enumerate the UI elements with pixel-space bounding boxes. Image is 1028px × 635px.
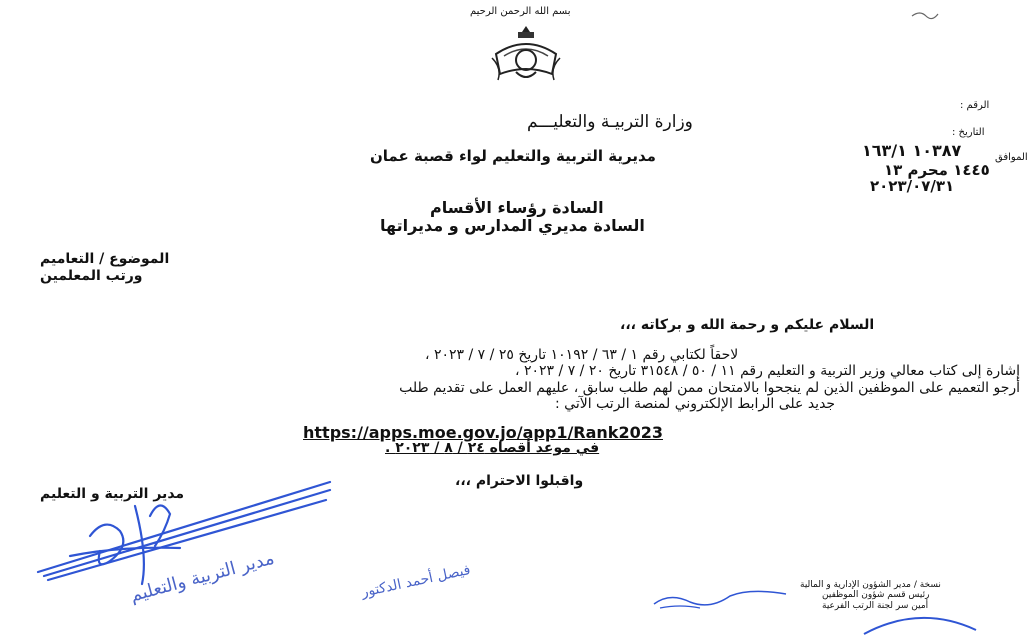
signer-title: مدير التربية و التعليم: [40, 486, 185, 502]
body-line-2: إشارة إلى كتاب معالي وزير التربية و التعليم رقم ١١ / ٥٠ / ٣١٥٤٨ تاريخ ٢٠ / ٧ / ٢٠٢٣ ،: [515, 363, 1020, 379]
body-line-4: جديد على الرابط الإلكتروني لمنصة الرتب الآتي :: [555, 396, 836, 412]
addressee-line-1: السادة رؤساء الأقسام: [430, 198, 604, 217]
cc-line-3: أمين سر لجنة الرتب الفرعية: [822, 601, 929, 611]
subject-line-1: الموضوع / التعاميم: [40, 251, 170, 267]
basmala: بسم الله الرحمن الرحيم: [470, 6, 571, 17]
cc-handwritten-note: [650, 584, 790, 612]
jordan-coat-of-arms-emblem: [488, 24, 564, 86]
rank-platform-link[interactable]: https://apps.moe.gov.jo/app1/Rank2023: [303, 423, 663, 442]
date-label: التاريخ :: [952, 127, 985, 138]
body-line-1: لاحقاً لكتابي رقم ١ / ٦٣ / ١٠١٩٢ تاريخ ٢٥ / ٧ / ٢٠٢٣ ،: [425, 347, 739, 363]
reference-number: ١٠٣٨٧ ١٦٣/١: [862, 141, 962, 160]
body-line-3: أرجو التعميم على الموظفين الذين لم ينجحوا بالامتحان ممن لهم طلب سابق ، عليهم العمل على تقديم طلب: [399, 380, 1020, 396]
closing-line: واقبلوا الاحترام ،،،: [455, 473, 584, 489]
directorate-name: مديرية التربية والتعليم لواء قصبة عمان: [370, 147, 656, 165]
ministry-name: وزارة التربيـة والتعليـــم: [527, 112, 693, 132]
cc-line-2: رئيس قسم شؤون الموظفين: [822, 590, 930, 600]
cc-line-1: نسخة / مدير الشؤون الإدارية و المالية: [800, 580, 941, 590]
gregorian-date: ٢٠٢٣/٠٧/٣١: [870, 177, 955, 195]
stamp-name: فيصل أحمد الدكتور: [360, 561, 472, 601]
subject-line-2: ورتب المعلمين: [40, 268, 143, 284]
addressee-line-2: السادة مديري المدارس و مديراتها: [380, 216, 645, 235]
deadline: في موعد أقصاه ٢٤ / ٨ / ٢٠٢٣ .: [385, 440, 600, 456]
handwritten-mark: [910, 8, 940, 22]
corresponding-label: الموافق: [995, 152, 1028, 163]
reference-label: الرقم :: [960, 100, 990, 111]
greeting: السلام عليكم و رحمة الله و بركاته ،،،: [620, 317, 875, 333]
stamp-title: مدير التربية والتعليم: [128, 547, 277, 607]
hijri-date: ١٤٤٥ محرم ١٣: [884, 161, 990, 179]
stamp-arc: [860, 610, 980, 635]
